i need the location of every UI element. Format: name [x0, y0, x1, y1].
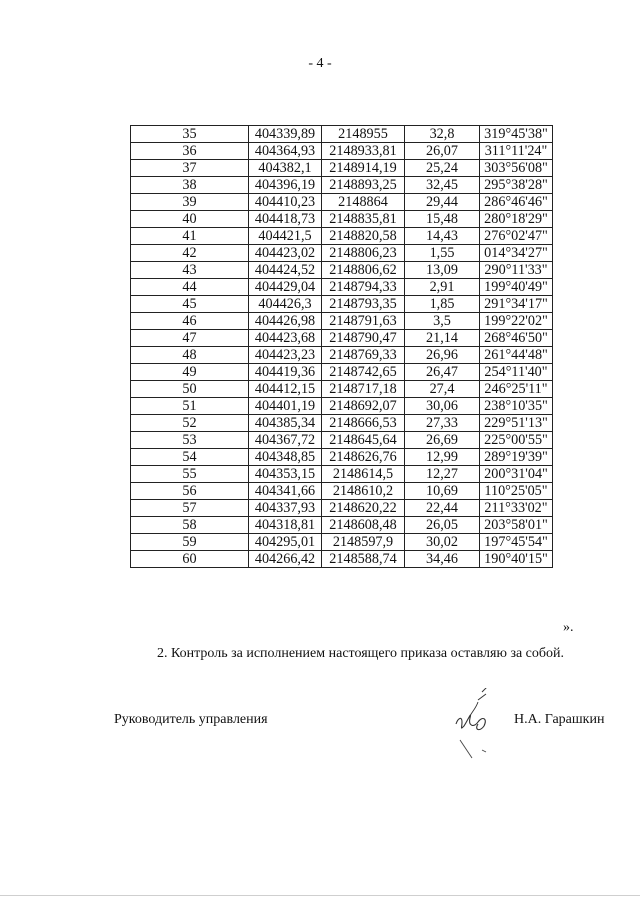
- table-cell: 25,24: [405, 160, 480, 177]
- table-row: [131, 449, 553, 466]
- table-row: [131, 279, 553, 296]
- table-cell: 404318,81: [249, 517, 322, 534]
- table-cell: 404348,85: [249, 449, 322, 466]
- table-row: [131, 262, 553, 279]
- table-cell: 203°58'01": [480, 517, 553, 534]
- table-row: [131, 500, 553, 517]
- table-cell: 14,43: [405, 228, 480, 245]
- table-cell: 2148791,63: [322, 313, 405, 330]
- table-cell: 43: [131, 262, 249, 279]
- table-cell: 404423,23: [249, 347, 322, 364]
- closing-quote: ».: [563, 620, 574, 635]
- table-cell: 404295,01: [249, 534, 322, 551]
- table-row: [131, 364, 553, 381]
- table-cell: 280°18'29": [480, 211, 553, 228]
- table-cell: 2148620,22: [322, 500, 405, 517]
- table-cell: 48: [131, 347, 249, 364]
- table-row: [131, 415, 553, 432]
- table-cell: 404337,93: [249, 500, 322, 517]
- table-row: [131, 126, 553, 143]
- table-cell: 2148717,18: [322, 381, 405, 398]
- table-row: [131, 296, 553, 313]
- table-cell: 229°51'13": [480, 415, 553, 432]
- table-cell: 286°46'46": [480, 194, 553, 211]
- table-row: [131, 143, 553, 160]
- table-cell: 404421,5: [249, 228, 322, 245]
- table-cell: 404423,02: [249, 245, 322, 262]
- table-cell: 26,96: [405, 347, 480, 364]
- table-cell: 276°02'47": [480, 228, 553, 245]
- table-cell: 36: [131, 143, 249, 160]
- table-cell: 2148769,33: [322, 347, 405, 364]
- table-cell: 404396,19: [249, 177, 322, 194]
- table-cell: 268°46'50": [480, 330, 553, 347]
- table-cell: 60: [131, 551, 249, 568]
- table-cell: 55: [131, 466, 249, 483]
- table-cell: 2148597,9: [322, 534, 405, 551]
- table-cell: 30,06: [405, 398, 480, 415]
- table-row: [131, 245, 553, 262]
- table-cell: 39: [131, 194, 249, 211]
- table-row: [131, 347, 553, 364]
- table-cell: 40: [131, 211, 249, 228]
- table-cell: 404429,04: [249, 279, 322, 296]
- table-cell: 26,07: [405, 143, 480, 160]
- table-cell: 15,48: [405, 211, 480, 228]
- table-cell: 2,91: [405, 279, 480, 296]
- coordinates-table-body: [131, 126, 553, 568]
- table-cell: 47: [131, 330, 249, 347]
- table-cell: 12,27: [405, 466, 480, 483]
- table-row: [131, 483, 553, 500]
- table-cell: 34,46: [405, 551, 480, 568]
- table-cell: 26,05: [405, 517, 480, 534]
- table-cell: 2148588,74: [322, 551, 405, 568]
- table-cell: 2148742,65: [322, 364, 405, 381]
- table-cell: 2148614,5: [322, 466, 405, 483]
- coordinates-table: [130, 125, 553, 568]
- table-row: [131, 517, 553, 534]
- table-cell: 22,44: [405, 500, 480, 517]
- table-cell: 58: [131, 517, 249, 534]
- table-cell: 404385,34: [249, 415, 322, 432]
- table-cell: 404426,98: [249, 313, 322, 330]
- table-row: [131, 330, 553, 347]
- page-edge-divider: [0, 895, 640, 896]
- table-cell: 21,14: [405, 330, 480, 347]
- table-cell: 1,55: [405, 245, 480, 262]
- table-cell: 254°11'40": [480, 364, 553, 381]
- table-cell: 3,5: [405, 313, 480, 330]
- table-cell: 246°25'11": [480, 381, 553, 398]
- table-cell: 261°44'48": [480, 347, 553, 364]
- table-row: [131, 432, 553, 449]
- table-cell: 56: [131, 483, 249, 500]
- table-cell: 44: [131, 279, 249, 296]
- table-cell: 404419,36: [249, 364, 322, 381]
- table-cell: 290°11'33": [480, 262, 553, 279]
- table-row: [131, 177, 553, 194]
- table-cell: 27,33: [405, 415, 480, 432]
- table-cell: 225°00'55": [480, 432, 553, 449]
- table-cell: 49: [131, 364, 249, 381]
- handwritten-signature: [448, 688, 504, 768]
- table-cell: 32,45: [405, 177, 480, 194]
- table-row: [131, 466, 553, 483]
- table-cell: 2148933,81: [322, 143, 405, 160]
- table-row: [131, 194, 553, 211]
- table-cell: 291°34'17": [480, 296, 553, 313]
- table-row: [131, 551, 553, 568]
- table-cell: 2148608,48: [322, 517, 405, 534]
- paragraph-control-clause: 2. Контроль за исполнением настоящего приказа оставляю за собой.: [157, 646, 565, 661]
- table-cell: 2148692,07: [322, 398, 405, 415]
- table-row: [131, 398, 553, 415]
- table-cell: 54: [131, 449, 249, 466]
- table-cell: 10,69: [405, 483, 480, 500]
- table-row: [131, 534, 553, 551]
- table-cell: 211°33'02": [480, 500, 553, 517]
- table-cell: 2148835,81: [322, 211, 405, 228]
- table-cell: 190°40'15": [480, 551, 553, 568]
- table-cell: 404353,15: [249, 466, 322, 483]
- table-cell: 404339,89: [249, 126, 322, 143]
- table-cell: 2148820,58: [322, 228, 405, 245]
- table-cell: 30,02: [405, 534, 480, 551]
- table-cell: 199°22'02": [480, 313, 553, 330]
- table-cell: 404412,15: [249, 381, 322, 398]
- table-cell: 26,47: [405, 364, 480, 381]
- table-cell: 35: [131, 126, 249, 143]
- table-cell: 295°38'28": [480, 177, 553, 194]
- table-cell: 404367,72: [249, 432, 322, 449]
- table-cell: 51: [131, 398, 249, 415]
- table-cell: 200°31'04": [480, 466, 553, 483]
- table-cell: 404418,73: [249, 211, 322, 228]
- table-cell: 2148914,19: [322, 160, 405, 177]
- table-cell: 197°45'54": [480, 534, 553, 551]
- table-cell: 404341,66: [249, 483, 322, 500]
- table-cell: 1,85: [405, 296, 480, 313]
- table-cell: 12,99: [405, 449, 480, 466]
- table-cell: 37: [131, 160, 249, 177]
- table-cell: 50: [131, 381, 249, 398]
- table-cell: 2148666,53: [322, 415, 405, 432]
- table-cell: 404426,3: [249, 296, 322, 313]
- table-cell: 42: [131, 245, 249, 262]
- table-cell: 110°25'05": [480, 483, 553, 500]
- table-cell: 2148610,2: [322, 483, 405, 500]
- table-cell: 57: [131, 500, 249, 517]
- table-cell: 404382,1: [249, 160, 322, 177]
- table-cell: 41: [131, 228, 249, 245]
- table-cell: 26,69: [405, 432, 480, 449]
- table-cell: 2148806,23: [322, 245, 405, 262]
- signatory-position: Руководитель управления: [114, 712, 268, 727]
- table-cell: 303°56'08": [480, 160, 553, 177]
- table-cell: 32,8: [405, 126, 480, 143]
- table-cell: 2148893,25: [322, 177, 405, 194]
- table-cell: 2148626,76: [322, 449, 405, 466]
- table-cell: 59: [131, 534, 249, 551]
- signatory-name: Н.А. Гарашкин: [514, 712, 605, 727]
- table-cell: 2148864: [322, 194, 405, 211]
- table-cell: 404410,23: [249, 194, 322, 211]
- table-cell: 014°34'27": [480, 245, 553, 262]
- table-cell: 29,44: [405, 194, 480, 211]
- table-cell: 238°10'35": [480, 398, 553, 415]
- table-cell: 199°40'49": [480, 279, 553, 296]
- table-cell: 311°11'24": [480, 143, 553, 160]
- table-cell: 53: [131, 432, 249, 449]
- table-row: [131, 160, 553, 177]
- table-cell: 13,09: [405, 262, 480, 279]
- table-cell: 27,4: [405, 381, 480, 398]
- table-cell: 404423,68: [249, 330, 322, 347]
- table-cell: 404424,52: [249, 262, 322, 279]
- table-row: [131, 228, 553, 245]
- table-cell: 2148794,33: [322, 279, 405, 296]
- table-cell: 38: [131, 177, 249, 194]
- table-cell: 46: [131, 313, 249, 330]
- page-number: - 4 -: [308, 56, 332, 71]
- table-cell: 2148806,62: [322, 262, 405, 279]
- table-cell: 45: [131, 296, 249, 313]
- table-cell: 289°19'39": [480, 449, 553, 466]
- table-cell: 2148790,47: [322, 330, 405, 347]
- table-cell: 404364,93: [249, 143, 322, 160]
- table-cell: 52: [131, 415, 249, 432]
- table-row: [131, 381, 553, 398]
- table-cell: 2148793,35: [322, 296, 405, 313]
- table-row: [131, 211, 553, 228]
- table-cell: 404266,42: [249, 551, 322, 568]
- table-cell: 404401,19: [249, 398, 322, 415]
- table-cell: 319°45'38": [480, 126, 553, 143]
- table-cell: 2148645,64: [322, 432, 405, 449]
- table-cell: 2148955: [322, 126, 405, 143]
- table-row: [131, 313, 553, 330]
